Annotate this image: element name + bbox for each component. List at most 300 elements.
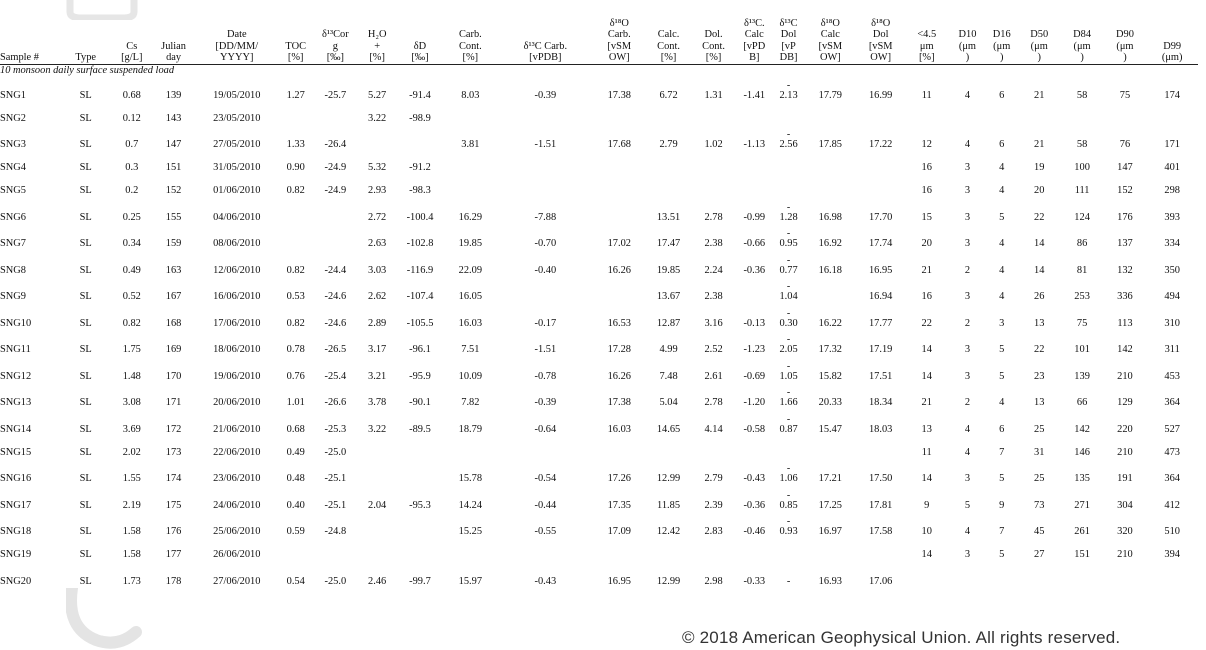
cell-value: 3.08 <box>122 397 141 409</box>
cell-value: -0.69 <box>743 370 766 382</box>
column-unit: [%] <box>660 52 677 64</box>
table-cell <box>1146 487 1198 514</box>
cell-value: 100 <box>1074 162 1090 174</box>
cell-value: 26/06/2010 <box>213 549 261 561</box>
column-header-line: δ¹⁸O <box>871 17 891 29</box>
table-cell <box>195 514 279 541</box>
table-cell <box>152 487 195 514</box>
table-cell <box>735 153 774 176</box>
cell-value: -0.36 <box>743 499 766 511</box>
table-cell <box>1146 153 1198 176</box>
cell-value: 3 <box>999 317 1005 329</box>
cell-value: 298 <box>1164 185 1180 197</box>
column-header-line: D84 <box>1073 29 1092 41</box>
table-cell <box>444 514 498 541</box>
table-cell <box>358 305 397 332</box>
cell-value: 16 <box>921 162 932 174</box>
cell-value: 129 <box>1117 397 1133 409</box>
cell-value: 76 <box>1119 139 1131 151</box>
table-cell <box>152 127 195 154</box>
cell-value: 6 <box>999 89 1005 101</box>
table-cell <box>692 563 735 590</box>
column-unit: OW] <box>608 52 630 64</box>
cell-value: 4 <box>999 397 1005 409</box>
cell-value: 1.66 <box>779 397 798 409</box>
table-cell <box>111 540 152 563</box>
cell-value: 27/05/2010 <box>213 139 261 151</box>
table-cell <box>0 540 60 563</box>
cell-value: 0.95 <box>779 238 798 250</box>
table-cell <box>195 252 279 279</box>
table-cell <box>904 305 949 332</box>
cell-value: -1.20 <box>743 397 766 409</box>
table-cell <box>396 332 443 359</box>
column-header-line: [vSM <box>607 40 632 52</box>
table-cell <box>1104 199 1147 226</box>
table-cell <box>904 540 949 563</box>
cell-value: 13.51 <box>656 211 681 223</box>
table-cell <box>1018 461 1061 488</box>
cell-value: -89.5 <box>409 423 431 435</box>
cell-value: 0.87 <box>779 423 798 435</box>
table-cell <box>949 226 985 253</box>
cell-value: 3.21 <box>368 370 387 382</box>
table-cell <box>804 305 858 332</box>
cell-value: 113 <box>1117 317 1133 329</box>
cell-value: 17.50 <box>868 473 893 485</box>
cell-value: 253 <box>1074 291 1090 303</box>
cell-value: 168 <box>165 317 182 329</box>
table-cell <box>111 385 152 412</box>
cell-value: 16/06/2010 <box>213 291 261 303</box>
table-cell <box>195 305 279 332</box>
cell-value: 3.16 <box>704 317 723 329</box>
table-cell <box>444 461 498 488</box>
table-cell <box>1104 226 1147 253</box>
table-row <box>0 305 1198 332</box>
table-cell <box>857 279 904 306</box>
table-cell <box>152 305 195 332</box>
cell-value: 16.03 <box>607 423 631 435</box>
table-cell <box>949 385 985 412</box>
table-cell <box>1018 127 1061 154</box>
table-cell <box>645 411 692 438</box>
cell-value: -95.9 <box>409 370 431 382</box>
table-cell <box>692 461 735 488</box>
column-header-line: <4.5 <box>917 29 937 41</box>
table-cell <box>986 411 1018 438</box>
cell-value: 17.81 <box>868 499 893 511</box>
table-cell <box>497 438 593 461</box>
cell-value: 3 <box>964 549 971 561</box>
table-cell <box>1104 127 1147 154</box>
cell-value: SNG20 <box>0 575 32 587</box>
table-cell <box>1018 104 1061 127</box>
cell-value: 2.72 <box>368 211 387 223</box>
cell-value: SL <box>79 317 92 329</box>
cell-value: SNG12 <box>0 370 32 382</box>
table-cell <box>195 385 279 412</box>
table-cell <box>804 461 858 488</box>
cell-value: 4 <box>964 139 971 151</box>
table-cell <box>774 514 804 541</box>
cell-value: 175 <box>165 499 182 511</box>
cell-value: - <box>786 575 791 587</box>
table-cell <box>60 332 111 359</box>
column-header <box>904 2 949 65</box>
table-cell <box>111 77 152 104</box>
table-cell <box>497 305 593 332</box>
cell-value: SL <box>79 238 92 250</box>
cell-value: 4 <box>964 526 971 538</box>
cell-value: -0.40 <box>534 264 557 276</box>
table-cell <box>111 461 152 488</box>
table-cell <box>1146 411 1198 438</box>
cell-value: 177 <box>165 549 182 561</box>
column-header-line: Calc <box>820 29 840 41</box>
minus-sign: - <box>786 463 791 475</box>
cell-value: -0.44 <box>534 499 557 511</box>
table-cell <box>111 411 152 438</box>
cell-value: SNG3 <box>0 139 26 151</box>
table-cell <box>1104 411 1147 438</box>
cell-value: 111 <box>1074 185 1090 197</box>
table-cell <box>444 226 498 253</box>
table-row <box>0 411 1198 438</box>
cell-value: 15.25 <box>458 526 483 538</box>
cell-value: -1.23 <box>743 344 766 356</box>
table-cell <box>904 438 949 461</box>
cell-value: 14 <box>1034 238 1045 250</box>
cell-value: 23/06/2010 <box>213 473 261 485</box>
table-row <box>0 438 1198 461</box>
table-cell <box>60 77 111 104</box>
column-header-line: (μm <box>958 40 977 52</box>
cell-value: 12.42 <box>656 526 681 538</box>
cell-value: 17.38 <box>607 397 631 409</box>
cell-value: 16.94 <box>868 291 893 303</box>
cell-value: 311 <box>1164 344 1180 356</box>
cell-value: 2.98 <box>704 575 723 587</box>
cell-value: 17.19 <box>868 344 893 356</box>
cell-value: 0.85 <box>779 499 798 511</box>
cell-value: 336 <box>1117 291 1133 303</box>
cell-value: 17.35 <box>607 499 631 511</box>
table-cell <box>313 226 358 253</box>
table-cell <box>804 487 858 514</box>
column-header <box>195 2 279 65</box>
table-cell <box>195 199 279 226</box>
table-cell <box>111 514 152 541</box>
cell-value: 3 <box>964 370 971 382</box>
column-header <box>1104 2 1147 65</box>
cell-value: 2.38 <box>704 291 723 303</box>
cell-value: 16.05 <box>458 291 483 303</box>
column-unit: [%] <box>287 52 304 64</box>
cell-value: -25.0 <box>324 575 347 587</box>
table-cell <box>645 358 692 385</box>
cell-value: 2.89 <box>368 317 387 329</box>
table-cell <box>857 199 904 226</box>
minus-sign: - <box>786 387 791 399</box>
column-header-line: D90 <box>1116 29 1134 41</box>
cell-value: SL <box>79 139 92 151</box>
cell-value: -0.70 <box>534 238 557 250</box>
table-cell <box>1061 438 1104 461</box>
cell-value: 58 <box>1076 89 1088 101</box>
table-cell <box>904 385 949 412</box>
table-cell <box>396 461 443 488</box>
cell-value: 152 <box>1117 185 1133 197</box>
table-cell <box>645 332 692 359</box>
cell-value: 10 <box>921 526 932 538</box>
cell-value: 4 <box>964 89 971 101</box>
table-cell <box>692 540 735 563</box>
cell-value: 261 <box>1074 526 1090 538</box>
table-cell <box>279 411 313 438</box>
cell-value: 3 <box>964 162 971 174</box>
cell-value: -0.46 <box>743 526 766 538</box>
cell-value: 20 <box>1034 185 1045 197</box>
column-header <box>0 2 60 65</box>
table-cell <box>735 332 774 359</box>
table-cell <box>444 176 498 199</box>
table-cell <box>1146 358 1198 385</box>
table-cell <box>857 226 904 253</box>
cell-value: 19.85 <box>458 238 483 250</box>
table-cell <box>949 358 985 385</box>
table-cell <box>986 305 1018 332</box>
table-cell <box>904 563 949 590</box>
table-cell <box>857 305 904 332</box>
column-header-line: δ¹⁸O <box>609 17 629 29</box>
cell-value: 16.53 <box>607 317 631 329</box>
table-cell <box>497 252 593 279</box>
table-cell <box>904 104 949 127</box>
table-cell <box>396 305 443 332</box>
table-cell <box>692 176 735 199</box>
cell-value: SL <box>79 370 92 382</box>
cell-value: -24.6 <box>324 291 347 303</box>
cell-value: 12.99 <box>656 575 681 587</box>
table-cell <box>986 153 1018 176</box>
cell-value: 17.70 <box>868 211 893 223</box>
cell-value: 5 <box>999 211 1005 223</box>
table-cell <box>396 540 443 563</box>
table-cell <box>279 563 313 590</box>
cell-value: -0.43 <box>534 575 557 587</box>
column-header-line: Carb. <box>458 29 482 41</box>
table-cell <box>857 563 904 590</box>
cell-value: 4.14 <box>704 423 723 435</box>
table-cell <box>313 540 358 563</box>
table-cell <box>1018 332 1061 359</box>
cell-value: SNG14 <box>0 423 32 435</box>
table-cell <box>111 199 152 226</box>
cell-value: 5.04 <box>659 397 678 409</box>
table-cell <box>396 127 443 154</box>
cell-value: 2 <box>964 317 971 329</box>
table-cell <box>313 514 358 541</box>
column-unit: B] <box>749 52 760 64</box>
table-cell <box>1104 77 1147 104</box>
column-header <box>594 2 645 65</box>
table-cell <box>152 461 195 488</box>
table-cell <box>1061 332 1104 359</box>
table-cell <box>497 563 593 590</box>
column-header-line: μm <box>919 40 934 52</box>
table-cell <box>949 104 985 127</box>
cell-value: -90.1 <box>409 397 431 409</box>
column-header-line: Sample # <box>0 52 39 64</box>
table-cell <box>594 226 645 253</box>
table-cell <box>358 358 397 385</box>
table-cell <box>60 385 111 412</box>
column-header-line: Dol <box>780 29 797 41</box>
cell-value: 25/06/2010 <box>213 526 261 538</box>
table-cell <box>1061 305 1104 332</box>
cell-value: -0.39 <box>534 397 557 409</box>
cell-value: -0.58 <box>743 423 766 435</box>
cell-value: SNG2 <box>0 112 26 124</box>
table-cell <box>1146 461 1198 488</box>
table-cell <box>313 438 358 461</box>
table-cell <box>1146 226 1198 253</box>
cell-value: -24.6 <box>324 317 347 329</box>
cell-value: 16.95 <box>868 264 893 276</box>
table-cell <box>279 487 313 514</box>
minus-sign: - <box>786 516 791 528</box>
cell-value: -25.1 <box>324 499 347 511</box>
table-cell <box>0 487 60 514</box>
table-cell <box>1146 127 1198 154</box>
cell-value: 22/06/2010 <box>213 446 261 458</box>
column-unit: OW] <box>819 52 841 64</box>
cell-value: 13 <box>921 423 932 435</box>
table-cell <box>111 563 152 590</box>
table-cell <box>692 104 735 127</box>
table-cell <box>497 358 593 385</box>
cell-value: 173 <box>165 446 182 458</box>
table-cell <box>1104 514 1147 541</box>
column-unit: ) <box>1037 52 1041 64</box>
cell-value: 527 <box>1164 423 1180 435</box>
cell-value: 17.68 <box>607 139 631 151</box>
table-cell <box>1146 332 1198 359</box>
table-cell <box>692 487 735 514</box>
table-cell <box>594 104 645 127</box>
table-cell <box>279 199 313 226</box>
cell-value: 494 <box>1164 291 1180 303</box>
table-cell <box>358 279 397 306</box>
cell-value: 11 <box>921 446 932 458</box>
cell-value: 5.27 <box>368 89 387 101</box>
cell-value: 11.85 <box>657 499 681 511</box>
cell-value: 75 <box>1119 89 1131 101</box>
table-cell <box>645 563 692 590</box>
cell-value: 364 <box>1164 397 1180 409</box>
cell-value: 2.61 <box>704 370 723 382</box>
table-cell <box>986 226 1018 253</box>
cell-value: 137 <box>1117 238 1133 250</box>
table-cell <box>497 487 593 514</box>
table-cell <box>444 127 498 154</box>
cell-value: 25 <box>1034 473 1045 485</box>
cell-value: 9 <box>924 499 930 511</box>
column-header <box>1018 2 1061 65</box>
table-cell <box>152 385 195 412</box>
table-row <box>0 279 1198 306</box>
table-cell <box>904 252 949 279</box>
cell-value: 17.38 <box>607 89 631 101</box>
cell-value: 1.73 <box>122 575 141 587</box>
cell-value: 2 <box>964 397 971 409</box>
cell-value: 304 <box>1117 499 1133 511</box>
table-cell <box>1018 540 1061 563</box>
table-cell <box>857 385 904 412</box>
column-header-line: D16 <box>992 29 1011 41</box>
table-cell <box>313 176 358 199</box>
cell-value: 0.3 <box>125 162 139 174</box>
table-cell <box>1146 104 1198 127</box>
table-cell <box>774 540 804 563</box>
cell-value: 0.59 <box>286 526 305 538</box>
table-cell <box>1018 77 1061 104</box>
table-cell <box>444 199 498 226</box>
table-cell <box>1104 540 1147 563</box>
table-cell <box>313 563 358 590</box>
cell-value: 310 <box>1164 317 1180 329</box>
column-header-line: Carb. <box>607 29 631 41</box>
minus-sign: - <box>786 489 791 501</box>
table-row <box>0 385 1198 412</box>
table-cell <box>497 153 593 176</box>
table-cell <box>774 563 804 590</box>
cell-value: 4 <box>964 446 971 458</box>
cell-value: -1.13 <box>743 139 766 151</box>
cell-value: 167 <box>165 291 182 303</box>
column-header-line: [vSM <box>868 40 893 52</box>
cell-value: 17.21 <box>818 473 843 485</box>
table-cell <box>1018 438 1061 461</box>
column-header-line: (μm <box>1116 40 1134 52</box>
column-unit: ) <box>965 52 970 64</box>
table-cell <box>279 153 313 176</box>
table-cell <box>774 438 804 461</box>
table-cell <box>804 438 858 461</box>
table-cell <box>857 358 904 385</box>
column-header-line: [vSM <box>818 40 843 52</box>
column-header <box>1146 2 1198 65</box>
cell-value: 17.77 <box>868 317 893 329</box>
table-cell <box>279 176 313 199</box>
table-cell <box>0 332 60 359</box>
table-cell <box>1018 199 1061 226</box>
table-cell <box>195 127 279 154</box>
table-cell <box>804 199 858 226</box>
table-cell <box>735 461 774 488</box>
table-cell <box>692 199 735 226</box>
table-cell <box>645 305 692 332</box>
table-cell <box>1061 385 1104 412</box>
table-cell <box>358 77 397 104</box>
column-header-line: H₂O <box>367 29 387 41</box>
table-cell <box>1104 279 1147 306</box>
cell-value: 18.34 <box>868 397 893 409</box>
cell-value: 20/06/2010 <box>213 397 261 409</box>
column-header <box>692 2 735 65</box>
table-cell <box>986 563 1018 590</box>
